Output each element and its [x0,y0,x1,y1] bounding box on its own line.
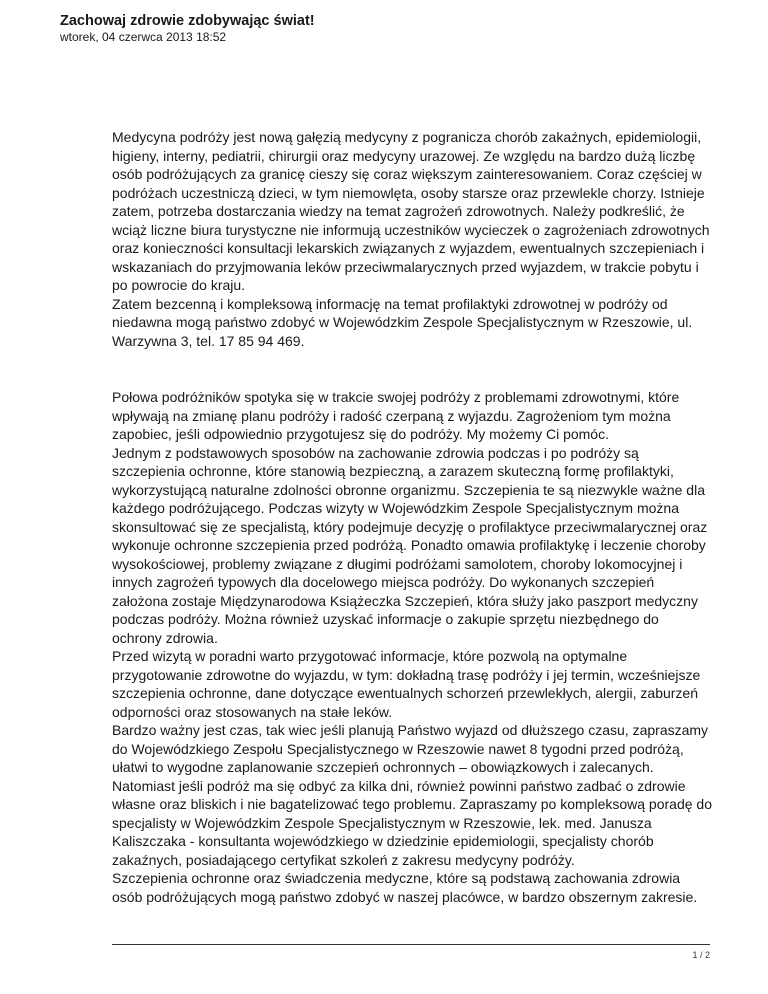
paragraph: Jednym z podstawowych sposobów na zachowanie zdrowia podczas i po podróży są szczepienia ochronne, które stanowią bezpieczną, a zarazem skuteczną formę profilaktyki, wykorzystującą naturalne zdolności obronne organizmu. Szczepienia te są niezwykle ważne dla każdego podróżującego. Podczas wizyty w Wojewódzkim Zespole Specjalistycznym można skonsultować się ze specjalistą, który podejmuje decyzję o profilaktyce przeciwmalarycznej oraz wykonuje ochronne szczepienia przed podróżą. Ponadto omawia profilaktykę i leczenie choroby wysokościowej, problemy związane z długimi podróżami samolotem, choroby lokomocyjnej i innych zagrożeń typowych dla docelowego miejsca podróży. Do wykonanych szczepień założona zostaje Międzynarodowa Książeczka Szczepień, która służy jako paszport medyczny podczas podróży. Można również uzyskać informacje o zakupie sprzętu niezbędnego do ochrony zdrowia. [112,444,708,646]
footer-divider [112,944,710,945]
article-section-intro [112,128,712,350]
paragraph: Medycyna podróży jest nową gałęzią medycyny z pogranicza chorób zakaźnych, epidemiologii, higieny, interny, pediatrii, chirurgii oraz medycyny urazowej. Ze względu na bardzo dużą liczbę osób podróżujących za granicę cieszy się coraz większym zainteresowaniem. Coraz częściej w podróżach uczestniczą dzieci, w tym niemowlęta, osoby starsze oraz przewlekle chorzy. Istnieje zatem, potrzeba dostarczania wiedzy na temat zagrożeń zdrowotnych. Należy podkreślić, że wciąż liczne biura turystyczne nie informują uczestników wycieczek o zagrożeniach zdrowotnych oraz konieczności konsultacji lekarskich związanych z wyjazdem, ewentualnych szczepieniach i wskazaniach do przyjmowania leków przeciwmalarycznych przed wyjazdem, w trakcie pobytu i po powrocie do kraju. [112,129,710,293]
paragraph: Przed wizytą w poradni warto przygotować informacje, które pozwolą na optymalne przygotowanie zdrowotne do wyjazdu, w tym: dokładną trasę podróży i jej termin, wcześniejsze szczepienia ochronne, dane dotyczące ewentualnych schorzeń przewlekłych, alergii, zaburzeń odporności oraz stosowanych na stałe leków. [112,648,701,720]
article-section-main [112,388,712,906]
paragraph: Bardzo ważny jest czas, tak wiec jeśli planują Państwo wyjazd od dłuższego czasu, zapraszamy do Wojewódzkiego Zespołu Specjalistycznego w Rzeszowie nawet 8 tygodni przed podróżą, ułatwi to wygodne zaplanowanie szczepień ochronnych – obowiązkowych i zalecanych. Natomiast jeśli podróż ma się odbyć za kilka dni, również powinni państwo zadbać o zdrowie własne oraz bliskich i nie bagatelizować tego problemu. Zapraszamy po kompleksową poradę do specjalisty w Wojewódzkim Zespole Specjalistycznym w Rzeszowie, lek. med. Janusza Kaliszczaka - konsultanta wojewódzkiego w dziedzinie epidemiologii, specjalisty chorób zakaźnych, posiadającego certyfikat szkoleń z zakresu medycyny podróży. [112,722,712,868]
paragraph: Szczepienia ochronne oraz świadczenia medyczne, które są podstawą zachowania zdrowia osób podróżujących mogą państwo zdobyć w naszej placówce, w bardzo obszernym zakresie. [112,870,698,905]
document-header [60,12,710,45]
publish-date: wtorek, 04 czerwca 2013 18:52 [60,30,227,44]
paragraph: Zatem bezcenną i kompleksową informację na temat profilaktyki zdrowotnej w podróży od niedawna mogą państwo zdobyć w Wojewódzkim Zespole Specjalistycznym w Rzeszowie, ul. Warzywna 3, tel. 17 85 94 469. [112,295,693,349]
page-number: 1 / 2 [692,950,710,960]
paragraph: Połowa podróżników spotyka się w trakcie swojej podróży z problemami zdrowotnymi, które wpływają na zmianę planu podróży i radość czerpaną z wyjazdu. Zagrożeniom tym można zapobiec, jeśli odpowiednio przygotujesz się do podróży. My możemy Ci pomóc. [112,389,680,442]
page-title: Zachowaj zdrowie zdobywając świat! [60,13,315,29]
